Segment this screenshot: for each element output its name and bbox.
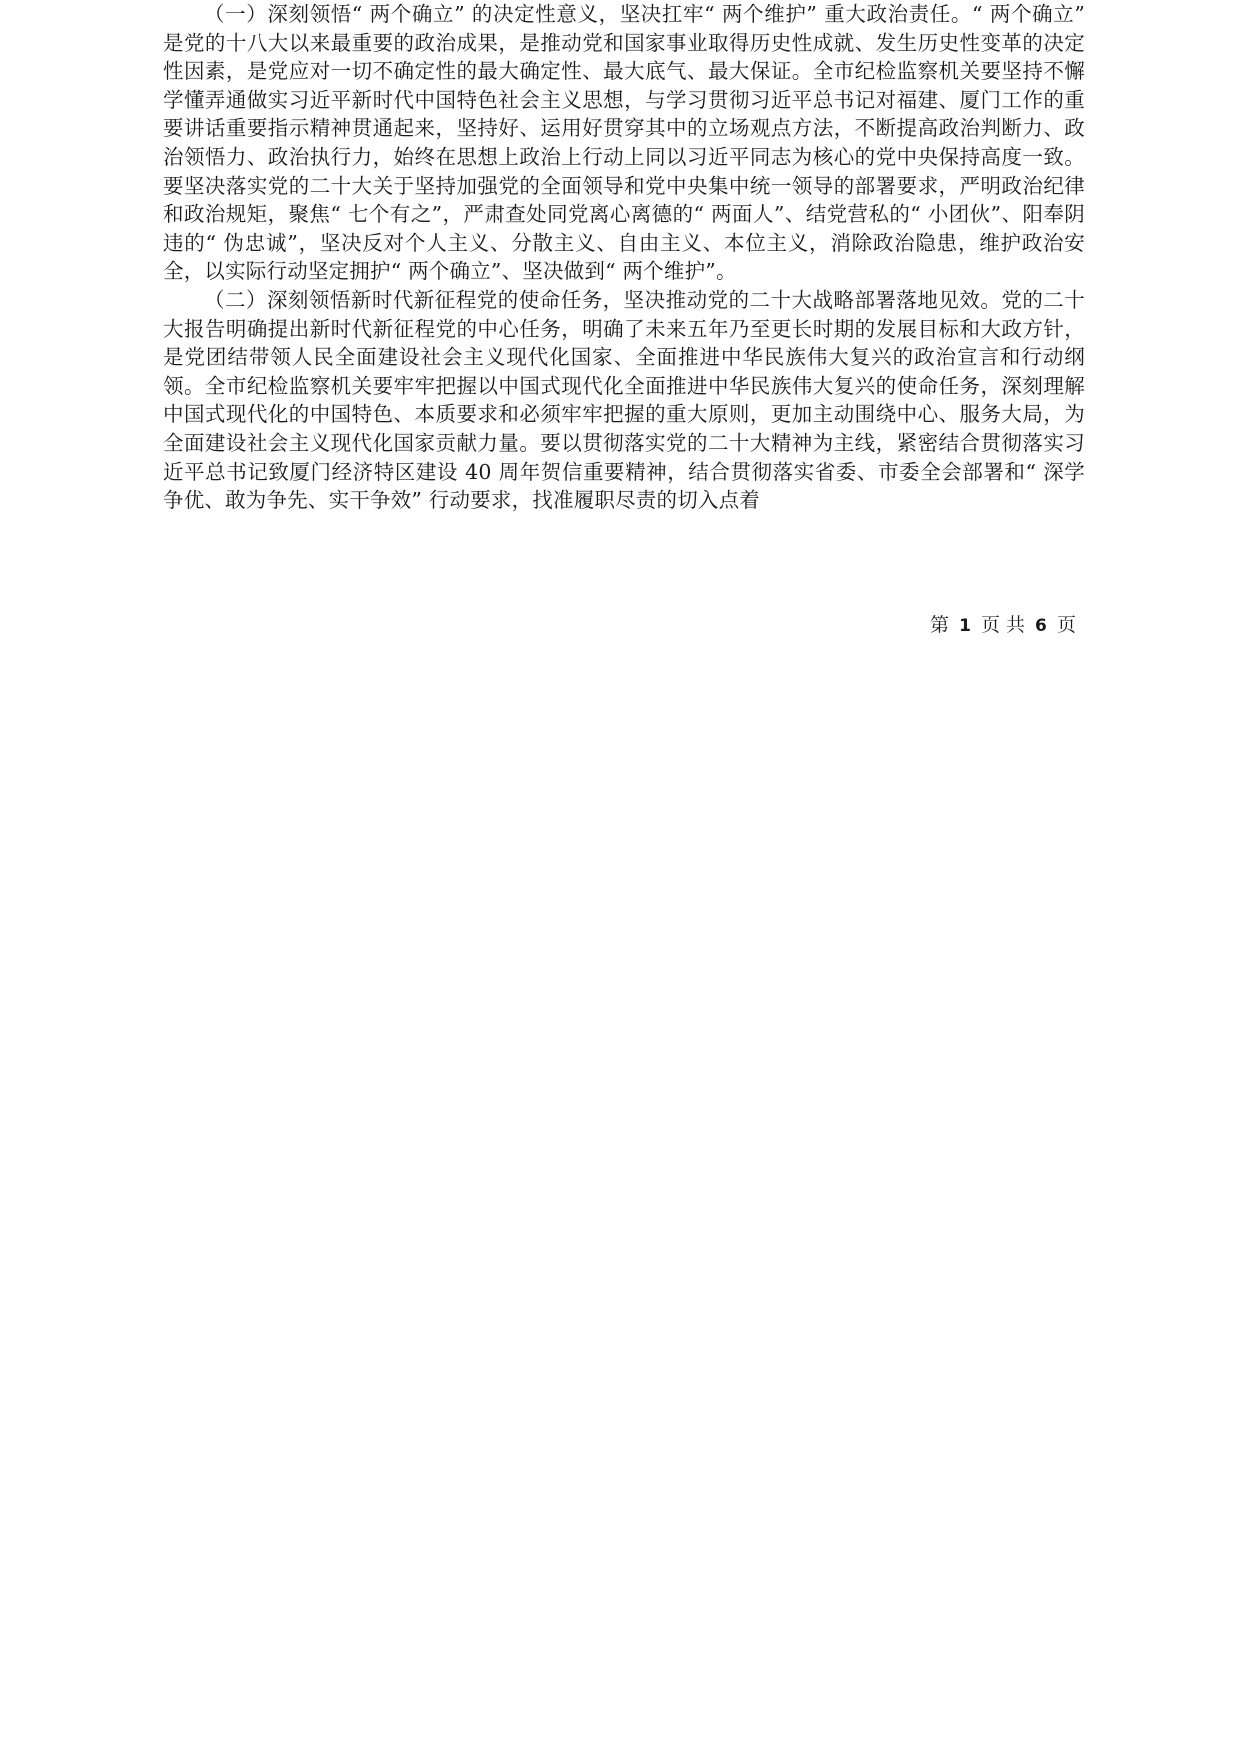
page-footer (930, 612, 1076, 639)
footer-middle: 页 共 (980, 614, 1025, 636)
current-page-number: 1 (959, 616, 971, 636)
footer-suffix: 页 (1056, 614, 1076, 636)
paragraph-one: （一）深刻领悟“ 两个确立” 的决定性意义，坚决扛牢“ 两个维护” 重大政治责任。“ 两个确立” 是党的十八大以来最重要的政治成果，是推动党和国家事业取得历史性成就、发生历史性变革的决定性因素，是党应对一切不确定性的最大确定性、最大底气、最大保证。全市纪检监察机关要坚持不懈学懂弄通做实习近平新时代中国特色社会主义思想，与学习贯彻习近平总书记对福建、厦门工作的重要讲话重要指示精神贯通起来，坚持好、运用好贯穿其中的立场观点方法，不断提高政治判断力、政治领悟力、政治执行力，始终在思想上政治上行动上同以习近平同志为核心的党中央保持高度一致。要坚决落实党的二十大关于坚持加强党的全面领导和党中央集中统一领导的部署要求，严明政治纪律和政治规矩，聚焦“ 七个有之”，严肃查处同党离心离德的“ 两面人”、结党营私的“ 小团伙”、阳奉阴违的“ 伪忠诚”，坚决反对个人主义、分散主义、自由主义、本位主义，消除政治隐患，维护政治安全，以实际行动坚定拥护“ 两个确立”、坚决做到“ 两个维护”。 (163, 2, 1085, 284)
document-body (163, 0, 1085, 515)
paragraph-two: （二）深刻领悟新时代新征程党的使命任务，坚决推动党的二十大战略部署落地见效。党的二十大报告明确提出新时代新征程党的中心任务，明确了未来五年乃至更长时期的发展目标和大政方针，是党团结带领人民全面建设社会主义现代化国家、全面推进中华民族伟大复兴的政治宣言和行动纲领。全市纪检监察机关要牢牢把握以中国式现代化全面推进中华民族伟大复兴的使命任务，深刻理解中国式现代化的中国特色、本质要求和必须牢牢把握的重大原则，更加主动围绕中心、服务大局，为全面建设社会主义现代化国家贡献力量。要以贯彻落实党的二十大精神为主线，紧密结合贯彻落实习近平总书记致厦门经济特区建设 40 周年贺信重要精神，结合贯彻落实省委、市委全会部署和“ 深学争优、敢为争先、实干争效” 行动要求，找准履职尽责的切入点着 (163, 287, 1085, 513)
total-page-count: 6 (1035, 616, 1047, 636)
footer-prefix: 第 (930, 614, 950, 636)
